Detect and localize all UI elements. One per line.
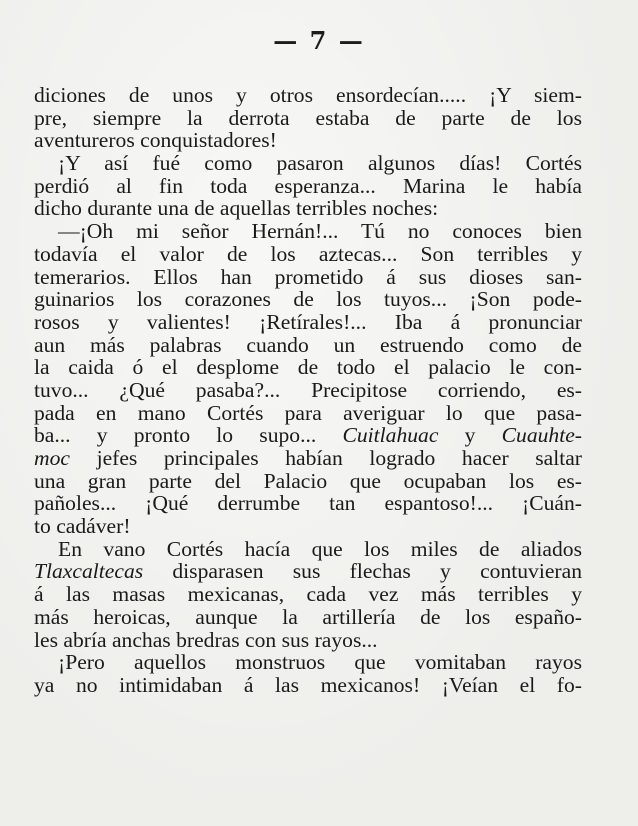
text-line: más heroicas, aunque la artillería de los españo-: [34, 604, 582, 629]
text-segment: y: [438, 423, 502, 448]
text-line: [34, 447, 582, 470]
italic-name: Cuauhte-: [501, 423, 582, 448]
text-line: En vano Cortés hacía que los miles de aliados: [58, 536, 582, 561]
text-line: guinarios los corazones de los tuyos... ¡Son pode-: [34, 287, 582, 312]
text-line: les abría anchas bredras con sus rayos...: [34, 627, 378, 652]
text-line: [34, 560, 582, 583]
text-line: rosos y valientes! ¡Retírales!... Iba á pronunciar: [34, 309, 582, 334]
text-line: ya no intimidaban á las mexicanos! ¡Veían el fo-: [34, 672, 582, 697]
text-line: diciones de unos y otros ensordecían..... ¡Y siem-: [34, 83, 582, 107]
text-segment: ba... y pronto lo supo...: [34, 423, 317, 448]
text-line: aventureros conquistadores!: [34, 128, 277, 153]
text-line: to cadáver!: [34, 514, 131, 539]
text-line: ¡Y así fué como pasaron algunos días! Cortés: [58, 151, 582, 176]
text-line: ¡Pero aquellos monstruos que vomitaban rayos: [58, 650, 582, 675]
text-line: temerarios. Ellos han prometido á sus dioses san-: [34, 264, 582, 289]
italic-name: moc: [34, 446, 70, 470]
page-number: — 7 —: [273, 26, 365, 55]
body-text: [34, 84, 582, 697]
text-line: pañoles... ¡Qué derrumbe tan espantoso!... ¡Cuán-: [34, 491, 582, 516]
text-segment: disparasen sus flechas y contuvieran: [143, 559, 582, 584]
text-line: [34, 424, 582, 447]
text-segment: jefes principales habían logrado hacer saltar: [69, 446, 582, 470]
italic-name: Cuitlahuac: [342, 423, 439, 448]
text-line: aun más palabras cuando un estruendo como de: [34, 332, 582, 357]
italic-name: Tlaxcaltecas: [34, 559, 144, 584]
text-line: dicho durante una de aquellas terribles noches:: [34, 196, 439, 221]
text-line: pada en mano Cortés para averiguar lo que pasa-: [34, 400, 582, 425]
text-line: la caida ó el desplome de todo el palacio le con-: [34, 355, 582, 380]
text-line: á las masas mexicanas, cada vez más terribles y: [34, 582, 582, 607]
text-line: una gran parte del Palacio que ocupaban los es-: [34, 468, 582, 493]
text-line: —¡Oh mi señor Hernán!... Tú no conoces bien: [58, 219, 582, 244]
text-line: tuvo... ¿Qué pasaba?... Precipitose corriendo, es-: [34, 377, 582, 402]
text-line: pre, siempre la derrota estaba de parte de los: [34, 105, 582, 130]
text-line: todavía el valor de los aztecas... Son terribles y: [34, 241, 582, 266]
text-line: perdió al fin toda esperanza... Marina le había: [34, 173, 582, 198]
